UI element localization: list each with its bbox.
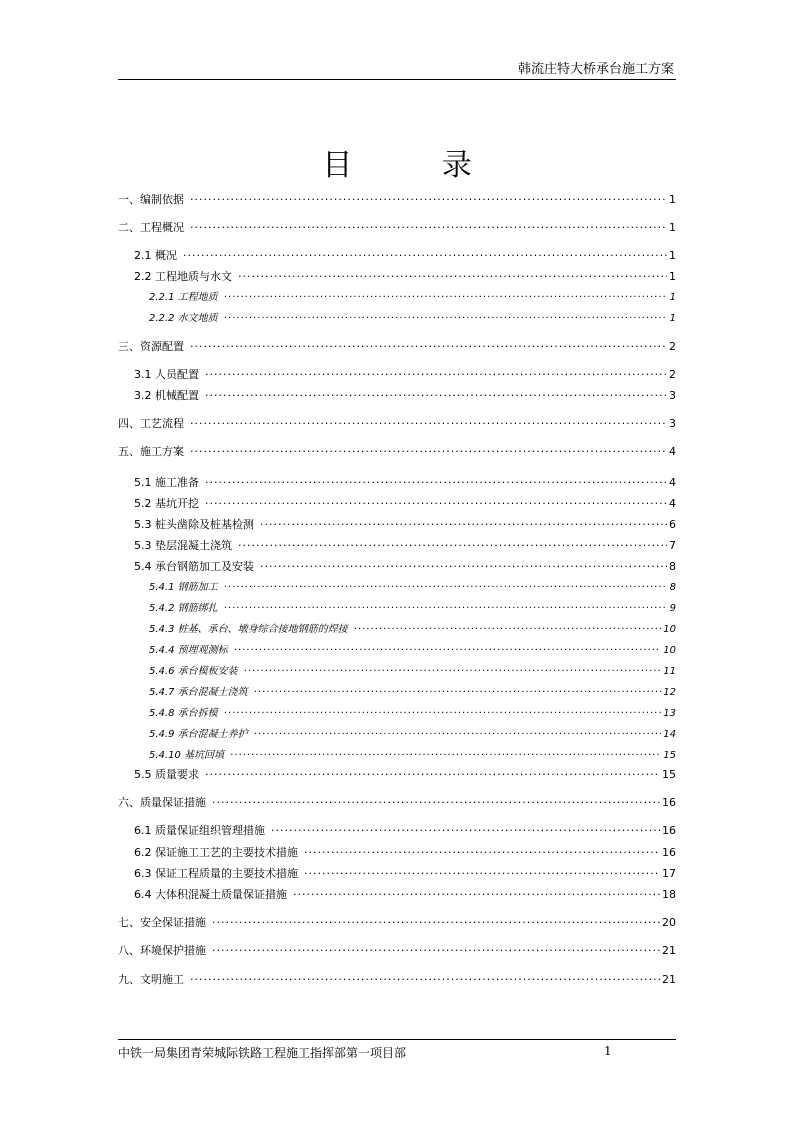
- toc-leader-dots: [224, 290, 668, 306]
- toc-entry-label: 5.5 质量要求: [134, 768, 199, 781]
- toc-leader-dots: [271, 823, 660, 839]
- toc-entry-page: 1: [669, 249, 676, 262]
- toc-leader-dots: [212, 915, 660, 931]
- toc-entry-page: 10: [663, 645, 676, 656]
- toc-entry-page: 14: [663, 729, 676, 740]
- toc-entry-label: 5.4.4 预埋观测标: [149, 645, 228, 656]
- toc-entry[interactable]: [118, 706, 676, 722]
- toc-entry-label: 5.3 桩头凿除及桩基检测: [134, 518, 254, 531]
- toc-entry[interactable]: [118, 972, 676, 988]
- toc-entry[interactable]: [118, 823, 676, 839]
- toc-entry[interactable]: [118, 220, 676, 236]
- footer-page-number: 1: [604, 1044, 612, 1058]
- toc-entry-label: 3.1 人员配置: [134, 368, 199, 381]
- toc-entry[interactable]: [118, 517, 676, 533]
- toc-entry-page: 21: [662, 973, 676, 986]
- toc-entry-label: 6.4 大体积混凝土质量保证措施: [134, 888, 287, 901]
- toc-entry-page: 4: [669, 476, 676, 489]
- header-title: 韩流庄特大桥承台施工方案: [517, 62, 674, 77]
- toc-entry-page: 13: [663, 708, 676, 719]
- toc-entry[interactable]: [118, 767, 676, 783]
- toc-leader-dots: [212, 795, 660, 811]
- toc-entry-page: 8: [669, 560, 676, 573]
- toc-entry-page: 1: [669, 221, 676, 234]
- toc-leader-dots: [224, 706, 662, 722]
- toc-leader-dots: [254, 727, 662, 743]
- toc-entry-label: 6.2 保证施工工艺的主要技术措施: [134, 846, 298, 859]
- toc-entry-label: 九、文明施工: [118, 973, 184, 986]
- toc-entry[interactable]: [118, 475, 676, 491]
- toc-entry[interactable]: [118, 339, 676, 355]
- toc-entry-label: 5.2 基坑开挖: [134, 497, 199, 510]
- toc-leader-dots: [190, 339, 667, 355]
- toc-entry-page: 15: [663, 750, 676, 761]
- toc-entry[interactable]: [118, 269, 676, 285]
- toc-leader-dots: [212, 943, 660, 959]
- toc-entry-page: 16: [662, 824, 676, 837]
- toc-leader-dots: [244, 664, 662, 680]
- footer-organization: 中铁一局集团青荣城际铁路工程施工指挥部第一项目部: [118, 1046, 407, 1060]
- toc-entry[interactable]: [118, 887, 676, 903]
- toc-entry-label: 2.2.2 水文地质: [149, 313, 218, 324]
- toc-entry[interactable]: [118, 444, 676, 460]
- toc-entry-page: 10: [663, 624, 676, 635]
- toc-leader-dots: [205, 767, 660, 783]
- toc-entry[interactable]: [118, 290, 676, 306]
- toc-entry-label: 二、工程概况: [118, 221, 184, 234]
- toc-entry-label: 5.4.2 钢筋绑扎: [149, 603, 218, 614]
- toc-entry-page: 17: [662, 867, 676, 880]
- toc-entry-page: 16: [662, 796, 676, 809]
- toc-entry-page: 9: [669, 603, 676, 614]
- toc-entry[interactable]: [118, 496, 676, 512]
- toc-leader-dots: [224, 601, 668, 617]
- toc-entry[interactable]: [118, 727, 676, 743]
- toc-leader-dots: [260, 517, 667, 533]
- toc-entry-page: 4: [669, 497, 676, 510]
- toc-entry-label: 6.1 质量保证组织管理措施: [134, 824, 265, 837]
- toc-entry[interactable]: [118, 367, 676, 383]
- toc-leader-dots: [190, 416, 667, 432]
- toc-entry-page: 1: [669, 193, 676, 206]
- toc-entry-label: 八、环境保护措施: [118, 944, 206, 957]
- toc-entry-page: 11: [663, 666, 676, 677]
- toc-leader-dots: [205, 388, 667, 404]
- toc-entry-label: 四、工艺流程: [118, 417, 184, 430]
- toc-entry-label: 三、资源配置: [118, 340, 184, 353]
- toc-leader-dots: [230, 748, 661, 764]
- toc-entry-page: 3: [669, 389, 676, 402]
- toc-leader-dots: [190, 972, 660, 988]
- toc-leader-dots: [354, 622, 662, 638]
- toc-entry[interactable]: [118, 311, 676, 327]
- toc-entry-label: 5.3 垫层混凝土浇筑: [134, 539, 232, 552]
- toc-entry-label: 五、施工方案: [118, 445, 184, 458]
- toc-entry-label: 5.4.7 承台混凝土浇筑: [149, 687, 248, 698]
- toc-entry-page: 16: [662, 846, 676, 859]
- toc-entry-page: 4: [669, 445, 676, 458]
- toc-entry-page: 15: [662, 768, 676, 781]
- toc-entry-label: 六、质量保证措施: [118, 796, 206, 809]
- toc-entry-label: 2.2 工程地质与水文: [134, 270, 232, 283]
- toc-entry[interactable]: [118, 664, 676, 680]
- toc-entry[interactable]: [118, 559, 676, 575]
- toc-leader-dots: [224, 311, 668, 327]
- toc-entry-label: 5.4 承台钢筋加工及安装: [134, 560, 254, 573]
- toc-entry[interactable]: [118, 248, 676, 264]
- toc-entry-label: 3.2 机械配置: [134, 389, 199, 402]
- toc-entry-label: 一、编制依据: [118, 193, 184, 206]
- toc-entry-page: 12: [663, 687, 676, 698]
- toc-leader-dots: [234, 643, 662, 659]
- toc-entry-page: 2: [669, 368, 676, 381]
- toc-leader-dots: [224, 580, 668, 596]
- toc-leader-dots: [205, 496, 667, 512]
- toc-entry[interactable]: [118, 943, 676, 959]
- toc-leader-dots: [238, 538, 667, 554]
- toc-entry-label: 5.4.8 承台拆模: [149, 708, 218, 719]
- toc-entry[interactable]: [118, 866, 676, 882]
- toc-entry-page: 1: [669, 270, 676, 283]
- toc-entry[interactable]: [118, 416, 676, 432]
- toc-entry-label: 5.4.10 基坑回填: [149, 750, 224, 761]
- toc-entry[interactable]: [118, 795, 676, 811]
- toc-entry[interactable]: [118, 601, 676, 617]
- toc-entry-label: 七、安全保证措施: [118, 916, 206, 929]
- toc-entry-page: 21: [662, 944, 676, 957]
- toc-entry[interactable]: [118, 643, 676, 659]
- toc-leader-dots: [183, 248, 667, 264]
- toc-entry[interactable]: [118, 580, 676, 596]
- toc-entry-page: 8: [669, 582, 676, 593]
- toc-entry[interactable]: [118, 915, 676, 931]
- toc-entry[interactable]: [118, 685, 676, 701]
- toc-leader-dots: [238, 269, 667, 285]
- toc-entry-page: 2: [669, 340, 676, 353]
- toc-entry-label: 5.4.9 承台混凝土养护: [149, 729, 248, 740]
- toc-entry-page: 6: [669, 518, 676, 531]
- toc-leader-dots: [260, 559, 667, 575]
- toc-entry[interactable]: [118, 538, 676, 554]
- document-title: 目 录: [322, 148, 512, 183]
- footer-rule: [118, 1039, 676, 1040]
- toc-entry-label: 2.1 概况: [134, 249, 177, 262]
- toc-entry-page: 3: [669, 417, 676, 430]
- toc-entry-page: 20: [662, 916, 676, 929]
- toc-entry[interactable]: [118, 622, 676, 638]
- toc-leader-dots: [304, 845, 660, 861]
- toc-entry-label: 5.1 施工准备: [134, 476, 199, 489]
- toc-leader-dots: [293, 887, 660, 903]
- toc-entry-page: 1: [669, 292, 676, 303]
- toc-leader-dots: [190, 192, 667, 208]
- toc-entry-page: 18: [662, 888, 676, 901]
- toc-entry-page: 1: [669, 313, 676, 324]
- toc-entry-label: 2.2.1 工程地质: [149, 292, 218, 303]
- toc-entry-label: 5.4.3 桩基、承台、墩身综合接地钢筋的焊接: [149, 624, 348, 635]
- toc-entry-label: 6.3 保证工程质量的主要技术措施: [134, 867, 298, 880]
- table-of-contents: [118, 0, 676, 1000]
- toc-leader-dots: [304, 866, 660, 882]
- toc-entry[interactable]: [118, 845, 676, 861]
- toc-entry[interactable]: [118, 748, 676, 764]
- toc-entry-label: 5.4.6 承台模板安装: [149, 666, 238, 677]
- toc-entry[interactable]: [118, 388, 676, 404]
- toc-leader-dots: [190, 444, 667, 460]
- toc-entry-page: 7: [669, 539, 676, 552]
- toc-leader-dots: [205, 475, 667, 491]
- toc-leader-dots: [254, 685, 662, 701]
- toc-leader-dots: [205, 367, 667, 383]
- toc-entry[interactable]: [118, 192, 676, 208]
- toc-leader-dots: [190, 220, 667, 236]
- toc-entry-label: 5.4.1 钢筋加工: [149, 582, 218, 593]
